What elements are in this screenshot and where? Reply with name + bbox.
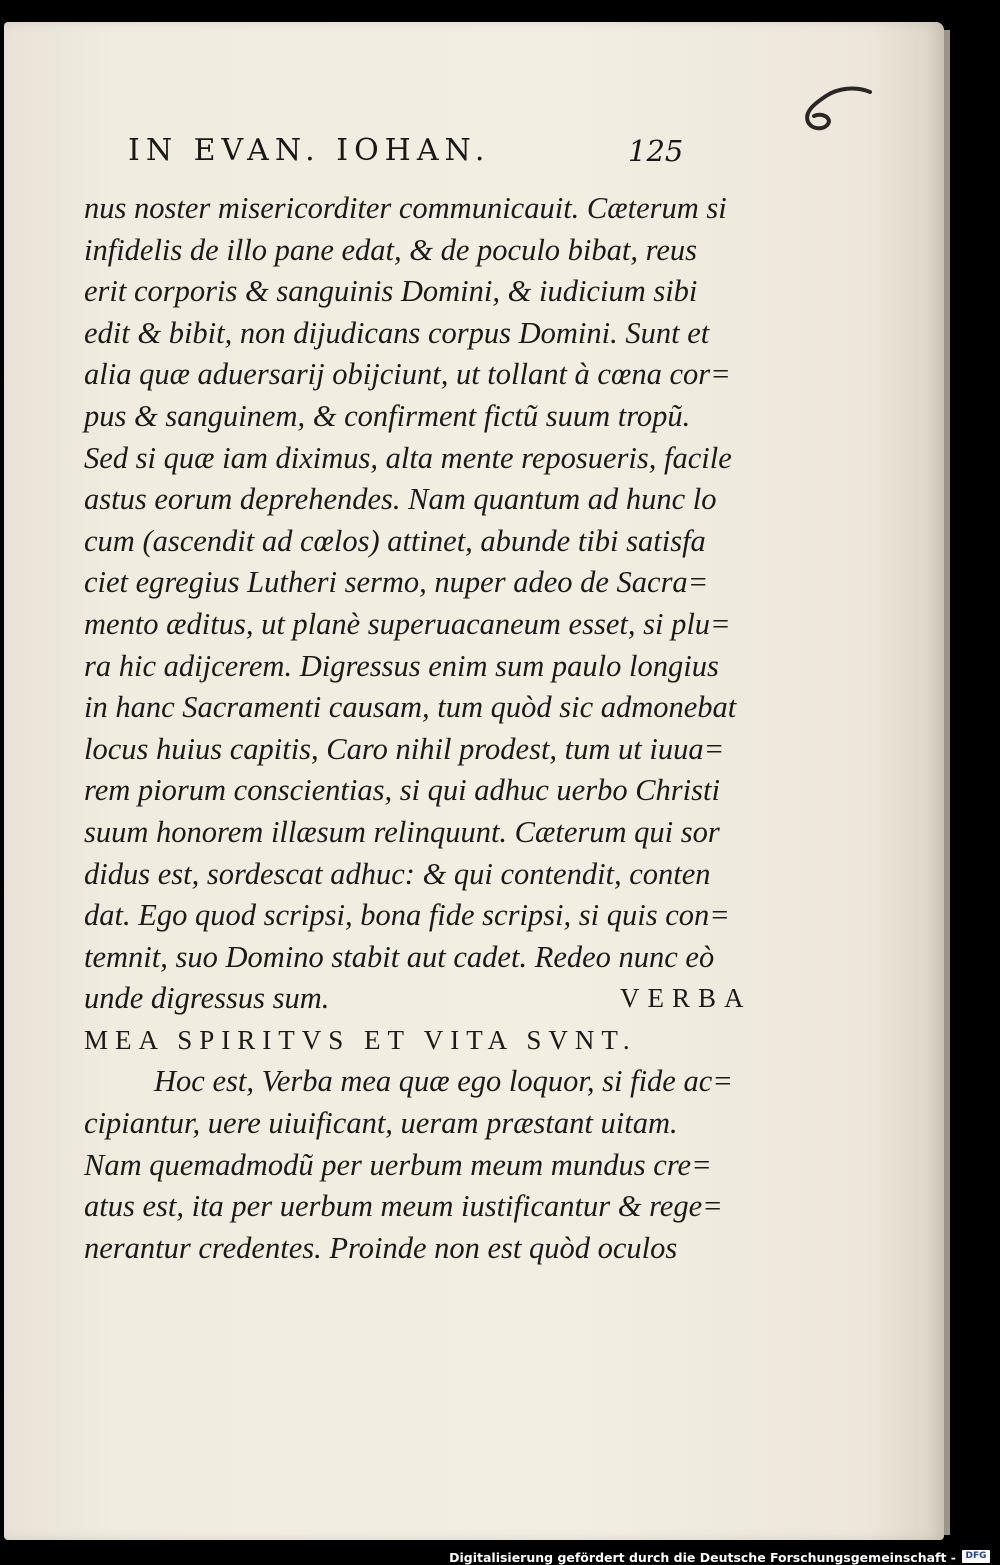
funding-credit: Digitalisierung gefördert durch die Deutsche Forschungsgemeinschaft - xyxy=(449,1550,956,1565)
text-line: alia quæ aduersarij obijciunt, ut tollant à cœna cor= xyxy=(84,357,731,392)
text-line: cum (ascendit ad cœlos) attinet, abunde tibi satisfa xyxy=(84,523,706,558)
text-line: ra hic adijcerem. Digressus enim sum paulo longius xyxy=(84,648,719,683)
text-line: Sed si quæ iam diximus, alta mente reposueris, facile xyxy=(84,440,732,475)
verse-heading: MEA SPIRITVS ET VITA SVNT. xyxy=(84,1024,637,1055)
text-line: unde digressus sum. xyxy=(84,981,330,1016)
text-line: suum honorem illæsum relinquunt. Cæterum qui sor xyxy=(84,814,720,849)
text-line: astus eorum deprehendes. Nam quantum ad hunc lo xyxy=(84,482,717,517)
text-line: mento æditus, ut planè superuacaneum esset, si plu= xyxy=(84,606,731,641)
commentary-line: Nam quemadmodũ per uerbum meum mundus cre= xyxy=(84,1147,712,1182)
text-line: didus est, sordescat adhuc: & qui contendit, conten xyxy=(84,856,711,891)
dfg-logo: DFG xyxy=(962,1550,990,1563)
verse-heading-start: VERBA xyxy=(620,983,752,1014)
commentary-line: Hoc est, Verba mea quæ ego loquor, si fide ac= xyxy=(154,1064,733,1099)
text-line: temnit, suo Domino stabit aut cadet. Redeo nunc eò xyxy=(84,939,715,974)
commentary-line: atus est, ita per uerbum meum iustificantur & rege= xyxy=(84,1189,723,1224)
text-line: edit & bibit, non dijudicans corpus Domini. Sunt et xyxy=(84,315,710,350)
folio-number: 125 xyxy=(628,134,684,168)
text-line-with-heading xyxy=(84,978,752,1020)
main-text-block xyxy=(84,188,752,1269)
text-line: erit corporis & sanguinis Domini, & iudicium sibi xyxy=(84,274,698,309)
commentary-line: nerantur credentes. Proinde non est quòd oculos xyxy=(84,1230,678,1265)
commentary-line: cipiantur, uere uiuificant, ueram præstant uitam. xyxy=(84,1106,678,1141)
text-line: rem piorum conscientias, si qui adhuc uerbo Christi xyxy=(84,773,720,808)
text-line: nus noster misericorditer communicauit. Cæterum si xyxy=(84,191,727,225)
handwritten-folio-mark xyxy=(798,82,878,142)
text-line: ciet egregius Lutheri sermo, nuper adeo de Sacra= xyxy=(84,565,709,600)
running-head-title: IN EVAN. IOHAN. xyxy=(128,133,491,168)
text-line: in hanc Sacramenti causam, tum quòd sic admonebat xyxy=(84,690,737,725)
page-edge-shadow xyxy=(944,30,950,1535)
text-line: locus huius capitis, Caro nihil prodest, tum ut iuua= xyxy=(84,731,725,766)
text-line: dat. Ego quod scripsi, bona fide scripsi, si quis con= xyxy=(84,898,730,933)
text-line: infidelis de illo pane edat, & de poculo bibat, reus xyxy=(84,232,698,267)
text-line: pus & sanguinem, & confirment fictũ suum tropũ. xyxy=(84,398,691,433)
